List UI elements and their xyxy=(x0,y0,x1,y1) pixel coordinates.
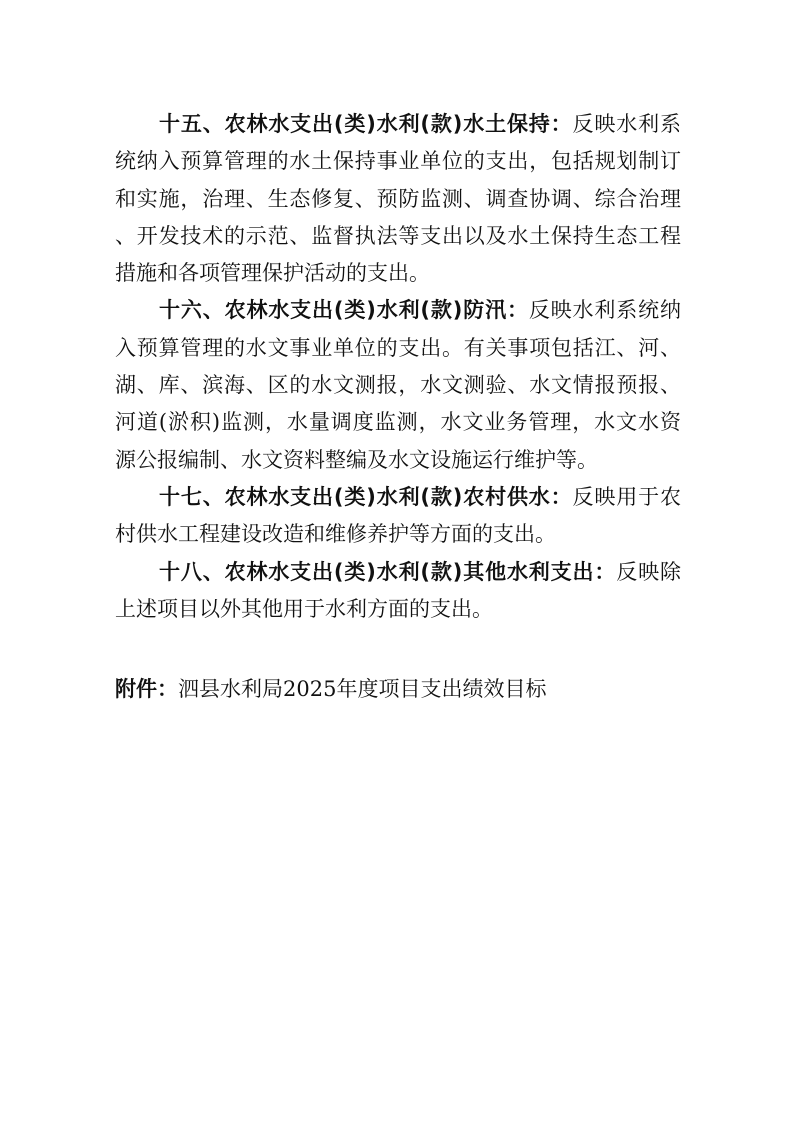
paragraph-flood-control xyxy=(115,292,681,478)
attachment-row xyxy=(115,671,681,708)
paragraph-line: 和实施，治理、生态修复、预防监测、调查协调、综合治理 xyxy=(115,186,681,211)
paragraph-first-line xyxy=(115,292,681,329)
paragraph-line: 村供水工程建设改造和维修养护等方面的支出。 xyxy=(115,522,556,547)
attachment-label: 附件： xyxy=(115,677,178,702)
paragraph-text: 反映水利系 xyxy=(572,112,682,136)
paragraph-heading: 十五、农林水支出(类)水利(款)水土保持： xyxy=(159,112,573,136)
paragraph-line: 湖、库、滨海、区的水文测报，水文测验、水文情报预报、 xyxy=(115,373,681,398)
attachment-line xyxy=(115,671,681,708)
paragraph-text: 反映除 xyxy=(616,559,682,584)
paragraph-line: 河道(淤积)监测，水量调度监测，水文业务管理，水文水资 xyxy=(115,410,681,435)
paragraph-first-line xyxy=(115,554,681,591)
document-body xyxy=(115,106,681,708)
attachment-title: 泗县水利局2025年度项目支出绩效目标 xyxy=(178,677,547,702)
paragraph-line: 入预算管理的水文事业单位的支出。有关事项包括江、河、 xyxy=(115,335,681,360)
paragraph-first-line xyxy=(115,106,681,143)
paragraph-heading: 十七、农林水支出(类)水利(款)农村供水： xyxy=(159,484,573,509)
paragraph-line: 源公报编制、水文资料整编及水文设施运行维护等。 xyxy=(115,447,598,472)
paragraph-line: 、开发技术的示范、监督执法等支出以及水土保持生态工程 xyxy=(115,223,681,248)
paragraph-text: 反映用于农 xyxy=(572,484,682,509)
paragraph-heading: 十六、农林水支出(类)水利(款)防汛： xyxy=(159,298,529,323)
paragraph-rural-water-supply xyxy=(115,479,681,554)
paragraph-other-water-expenditure xyxy=(115,554,681,629)
paragraph-spacer xyxy=(115,628,681,671)
paragraph-line: 上述项目以外其他用于水利方面的支出。 xyxy=(115,596,493,621)
paragraph-soil-conservation xyxy=(115,106,681,292)
paragraph-text: 反映水利系统纳 xyxy=(528,298,681,323)
paragraph-line: 措施和各项管理保护活动的支出。 xyxy=(115,261,430,286)
paragraph-heading: 十八、农林水支出(类)水利(款)其他水利支出： xyxy=(159,559,617,584)
paragraph-first-line xyxy=(115,479,681,516)
paragraph-line: 统纳入预算管理的水土保持事业单位的支出，包括规划制订 xyxy=(115,149,681,174)
